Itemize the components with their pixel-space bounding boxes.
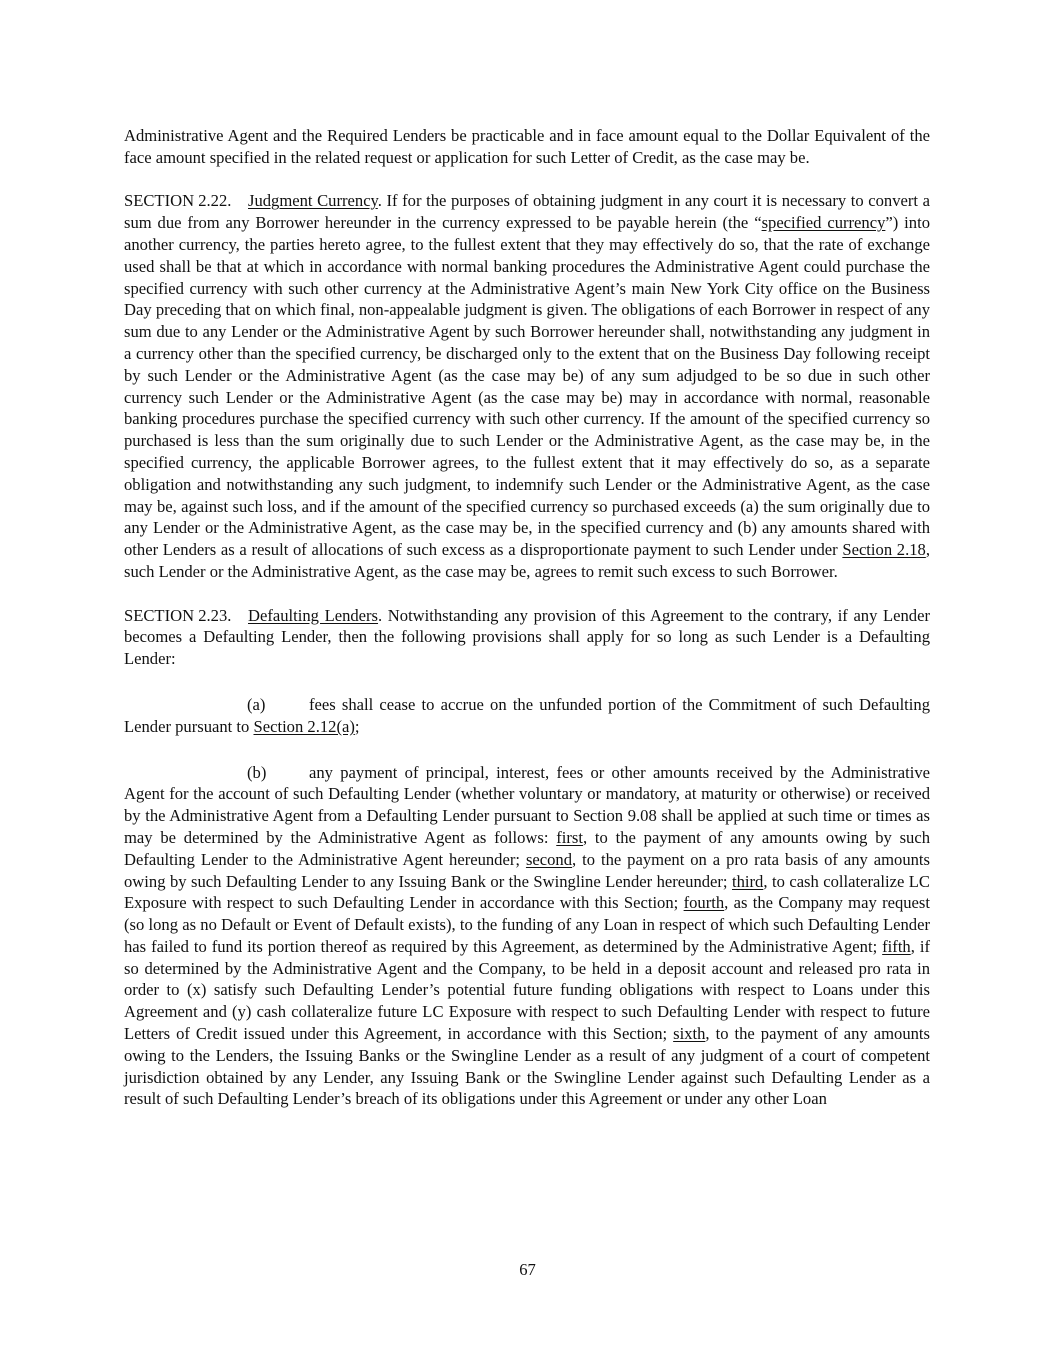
page-body [124,125,930,1110]
section-2-22-paragraph: SECTION 2.22. Judgment Currency. If for the purposes of obtaining judgment in any court it is necessary to convert a sum due from any Borrower hereunder in the currency expressed to be payable herein (the “specified currency”) into another currency, the parties hereto agree, to the fullest extent that they may effectively do so, that the rate of exchange used shall be that at which in accordance with normal banking procedures the Administrative Agent could purchase the specified currency with such other currency at the Administrative Agent’s main New York City office on the Business Day preceding that on which final, non-appealable judgment is given. The obligations of each Borrower in respect of any sum due to any Lender or the Administrative Agent by such Borrower hereunder shall, notwithstanding any judgment in a currency other than the specified currency, be discharged only to the extent that on the Business Day following receipt by such Lender or the Administrative Agent (as the case may be) of any sum adjudged to be so due in such other currency such Lender or the Administrative Agent (as the case may be) may in accordance with normal, reasonable banking procedures purchase the specified currency with such other currency. If the amount of the specified currency so purchased is less than the sum originally due to such Lender or the Administrative Agent, as the case may be, in the specified currency, the applicable Borrower agrees, to the fullest extent that it may effectively do so, as a separate obligation and notwithstanding any such judgment, to indemnify such Lender or the Administrative Agent, as the case may be, against such loss, and if the amount of the specified currency so purchased exceeds (a) the sum originally due to any Lender or the Administrative Agent, as the case may be, in the specified currency and (b) any amounts shared with other Lenders as a result of allocations of such excess as a disproportionate payment to such Lender under Section 2.18, such Lender or the Administrative Agent, as the case may be, agrees to remit such excess to such Borrower. [124,191,930,581]
ordinal-term: sixth [673,1024,706,1044]
defined-term: specified currency [761,213,886,233]
ordinal-term: second [525,849,573,869]
intro-paragraph: Administrative Agent and the Required Lenders be practicable and in face amount equal to the Dollar Equivalent of the face amount specified in the related request or application for such Letter of Credit, as the case may be. [124,126,930,167]
section-number: SECTION 2.22. [124,191,232,211]
section-title: Judgment Currency [248,191,378,211]
clause-label: (b) [247,762,267,782]
clause-a-paragraph: (a) fees shall cease to accrue on the unfunded portion of the Commitment of such Defaulting Lender pursuant to Section 2.12(a); [124,694,930,736]
clause-b-paragraph: (b) any payment of principal, interest, fees or other amounts received by the Administrative Agent for the account of such Defaulting Lender (whether voluntary or mandatory, at maturity or otherwise) or received by the Administrative Agent from a Defaulting Lender pursuant to Section 9.08 shall be applied at such time or times as may be determined by the Administrative Agent as follows: first, to the payment of any amounts owing by such Defaulting Lender to the Administrative Agent hereunder; second, to the payment on a pro rata basis of any amounts owing by such Defaulting Lender to any Issuing Bank or the Swingline Lender hereunder; third, to cash collateralize LC Exposure with respect to such Defaulting Lender in accordance with this Section; fourth, as the Company may request (so long as no Default or Event of Default exists), to the funding of any Loan in respect of which such Defaulting Lender has failed to fund its portion thereof as required by this Agreement, as determined by the Administrative Agent; fifth, if so determined by the Administrative Agent and the Company, to be held in a deposit account and released pro rata in order to (x) satisfy such Defaulting Lender’s potential future funding obligations with respect to Loans under this Agreement and (y) cash collateralize future LC Exposure with respect to such Defaulting Lender with respect to future Letters of Credit issued under this Agreement, in accordance with this Section; sixth, to the payment of any amounts owing to the Lenders, the Issuing Banks or the Swingline Lender as a result of any judgment of a court of competent jurisdiction obtained by any Lender, any Issuing Bank or the Swingline Lender against such Defaulting Lender as a result of such Defaulting Lender’s breach of its obligations under this Agreement or under any other Loan [124,762,930,1109]
section-number: SECTION 2.23. [124,605,232,625]
clause-label: (a) [247,694,266,714]
page-number: 67 [519,1260,536,1279]
ordinal-term: third [732,871,764,891]
section-reference: Section 2.12(a) [253,716,355,736]
section-2-23-paragraph: SECTION 2.23. Defaulting Lenders. Notwithstanding any provision of this Agreement to the contrary, if any Lender becomes a Defaulting Lender, then the following provisions shall apply for so long as such Lender is a Defaulting Lender: [124,605,930,669]
section-reference: Section 2.18 [842,540,926,560]
ordinal-term: fifth [882,936,911,956]
ordinal-term: first [556,827,583,847]
ordinal-term: fourth [683,893,725,913]
section-title: Defaulting Lenders [248,605,379,625]
